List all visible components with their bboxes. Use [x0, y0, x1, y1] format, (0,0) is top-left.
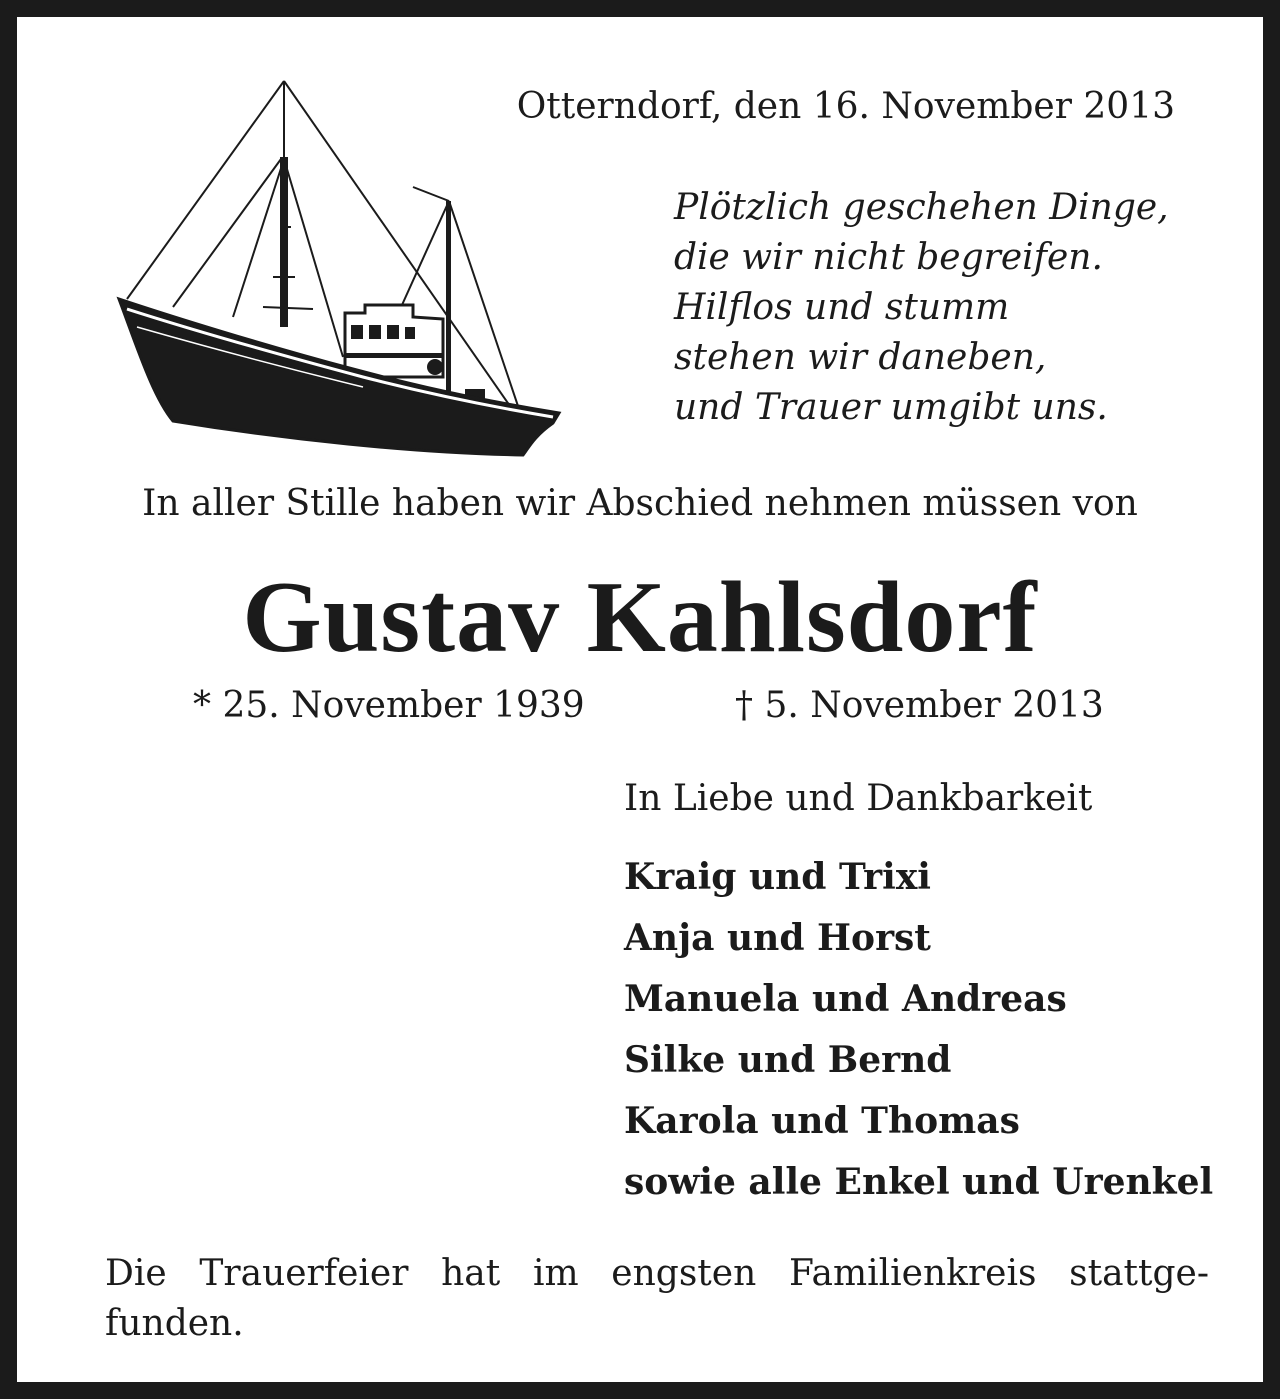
intro-text: In aller Stille haben wir Abschied nehmen müssen von	[142, 483, 1138, 524]
poem-line: Hilflos und stumm	[674, 287, 1010, 328]
funeral-note-line: funden.	[105, 1303, 244, 1344]
mourner-entry: Karola und Thomas	[624, 1100, 1020, 1142]
funeral-note-line: Die Trauerfeier hat im engsten Familienkreis stattge-	[105, 1253, 1209, 1294]
mourner-entry: Kraig und Trixi	[624, 856, 931, 898]
fishing-boat-icon	[113, 77, 569, 461]
poem-line: Plötzlich geschehen Dinge,	[674, 187, 1169, 228]
poem	[674, 183, 1169, 433]
death-date: † 5. November 2013	[735, 685, 1104, 726]
poem-line: und Trauer umgibt uns.	[674, 387, 1108, 428]
mourner-entry: Anja und Horst	[624, 917, 931, 959]
mourner-entry: Silke und Bernd	[624, 1039, 952, 1081]
gratitude-line: In Liebe und Dankbarkeit	[624, 778, 1093, 819]
mourner-entry: Manuela und Andreas	[624, 978, 1067, 1020]
mourner-entry: sowie alle Enkel und Urenkel	[624, 1161, 1214, 1203]
mourners-list	[624, 847, 1213, 1213]
place-date: Otterndorf, den 16. November 2013	[516, 86, 1175, 127]
funeral-note	[105, 1249, 1209, 1349]
poem-line: die wir nicht begreifen.	[674, 237, 1103, 278]
poem-line: stehen wir daneben,	[674, 337, 1047, 378]
birth-date: * 25. November 1939	[193, 685, 585, 726]
deceased-name: Gustav Kahlsdorf	[242, 561, 1038, 674]
